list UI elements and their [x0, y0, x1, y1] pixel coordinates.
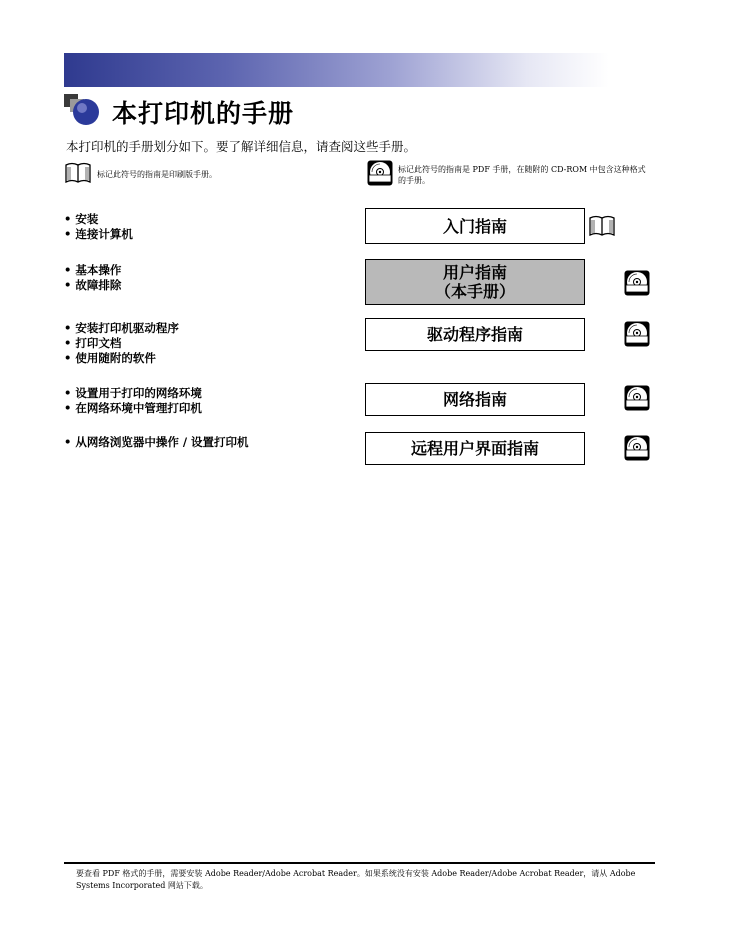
- guide-title: 远程用户界面指南: [410, 439, 539, 458]
- guide-box-getting-started: [365, 208, 585, 244]
- book-icon: [64, 161, 92, 185]
- list-item: • 安装打印机驱动程序: [64, 321, 179, 335]
- guide-box-network-guide: [365, 383, 585, 416]
- legend-book-text: 标记此符号的指南是印刷版手册。: [97, 170, 217, 179]
- cd-rom-icon: [624, 385, 650, 411]
- guide-box-remote-ui-guide: [365, 432, 585, 465]
- list-item: • 设置用于打印的网络环境: [64, 386, 202, 400]
- cd-rom-icon: [624, 270, 650, 296]
- guide-subtitle: （本手册）: [434, 282, 515, 301]
- list-item: • 基本操作: [64, 263, 122, 277]
- list-item: • 打印文档: [64, 336, 122, 350]
- row-1-items: [64, 212, 133, 242]
- book-icon: [588, 214, 616, 238]
- row-5-items: [64, 435, 249, 450]
- row-2-items: [64, 263, 121, 293]
- guide-box-user-guide: [365, 259, 585, 305]
- footer-divider: [64, 862, 655, 864]
- legend-cd-text: 标记此符号的指南是 PDF 手册，在随附的 CD-ROM 中包含这种格式的手册。: [398, 165, 646, 185]
- guide-title: 网络指南: [442, 390, 507, 409]
- section-bullet-icon: [63, 93, 103, 129]
- list-item: • 故障排除: [64, 278, 122, 292]
- guide-title: 入门指南: [442, 216, 507, 236]
- cd-rom-icon: [367, 160, 393, 186]
- list-item: • 在网络环境中管理打印机: [64, 401, 202, 415]
- list-item: • 从网络浏览器中操作 / 设置打印机: [64, 435, 249, 449]
- list-item: • 连接计算机: [64, 227, 133, 241]
- page-title: 本打印机的手册: [112, 99, 295, 128]
- guide-box-driver-guide: [365, 318, 585, 351]
- row-4-items: [64, 386, 202, 416]
- list-item: • 安装: [64, 212, 99, 226]
- cd-rom-icon: [624, 321, 650, 347]
- cd-rom-icon: [624, 435, 650, 461]
- guide-title: 用户指南: [442, 263, 507, 282]
- intro-text: 本打印机的手册划分如下。要了解详细信息，请查阅这些手册。: [66, 139, 417, 154]
- row-3-items: [64, 321, 179, 366]
- guide-title: 驱动程序指南: [426, 325, 523, 344]
- list-item: • 使用随附的软件: [64, 351, 156, 365]
- footer-note: 要查看 PDF 格式的手册，需要安装 Adobe Reader/Adobe Acrobat Reader。如果系统没有安装 Adobe Reader/Adobe Acrobat Reader，请从 Adobe Systems Incorporated 网站下载。: [76, 869, 636, 890]
- header-banner: [64, 53, 609, 87]
